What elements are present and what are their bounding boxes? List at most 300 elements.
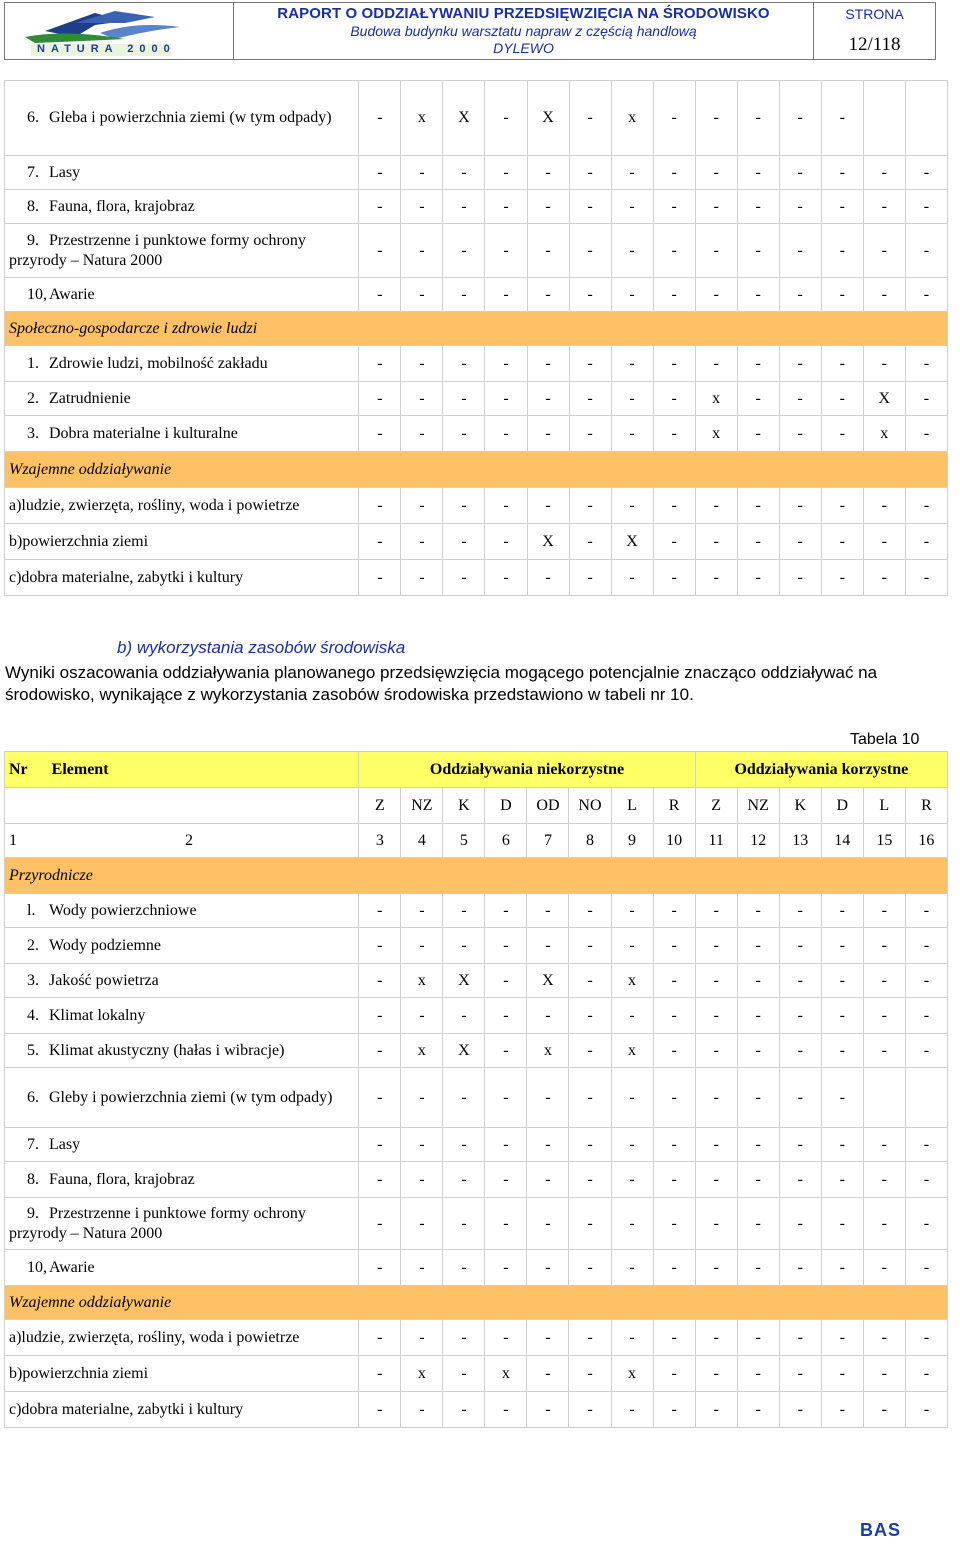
table-cell: - xyxy=(527,1128,569,1162)
row-text: Dobra materialne i kulturalne xyxy=(49,424,238,442)
table-row xyxy=(5,1034,948,1068)
row-text: Gleby i powierzchnia ziemi (w tym odpady) xyxy=(49,1088,333,1106)
table-cell: - xyxy=(695,1068,737,1128)
number-cell: 4 xyxy=(401,824,443,858)
row-label xyxy=(5,224,359,278)
row-text: Zatrudnienie xyxy=(49,389,131,407)
table-cell: - xyxy=(653,1162,695,1198)
table-cell: - xyxy=(905,524,947,560)
table-cell: - xyxy=(695,156,737,190)
number-cell: 13 xyxy=(779,824,821,858)
table-cell: - xyxy=(527,1250,569,1286)
table-cell: - xyxy=(611,1320,653,1356)
table-row xyxy=(5,81,948,156)
page-number-block xyxy=(814,2,936,60)
table-cell: - xyxy=(401,190,443,224)
row-text: Gleba i powierzchnia ziemi (w tym odpady) xyxy=(49,109,332,126)
row-text: Jakość powietrza xyxy=(49,971,159,989)
table-cell: - xyxy=(905,488,947,524)
table-cell: - xyxy=(695,1392,737,1428)
table-cell: - xyxy=(611,278,653,312)
table-cell: - xyxy=(821,488,863,524)
table-cell: - xyxy=(863,156,905,190)
table-cell: - xyxy=(443,1356,485,1392)
table-cell: - xyxy=(527,928,569,964)
table-cell: - xyxy=(653,894,695,928)
code-cell: D xyxy=(821,788,863,824)
table-cell: - xyxy=(569,190,611,224)
table-cell: - xyxy=(863,560,905,596)
row-label xyxy=(5,928,359,964)
table-row xyxy=(5,382,948,416)
row-number: 3. xyxy=(27,424,39,442)
table-cell: - xyxy=(569,964,611,998)
table-cell: x xyxy=(401,964,443,998)
table-cell: - xyxy=(821,1356,863,1392)
table-cell: - xyxy=(695,560,737,596)
row-number: l. xyxy=(27,901,36,919)
table-cell: - xyxy=(905,894,947,928)
table-cell: - xyxy=(821,81,863,156)
row-label xyxy=(5,1068,359,1128)
table-cell: - xyxy=(821,1034,863,1068)
table-cell: - xyxy=(569,1162,611,1198)
table-cell: - xyxy=(695,224,737,278)
row-text: Fauna, flora, krajobraz xyxy=(49,197,195,215)
table-cell: - xyxy=(653,560,695,596)
table-cell: - xyxy=(653,278,695,312)
table-cell: - xyxy=(737,416,779,452)
code-cell: Z xyxy=(695,788,737,824)
page-header xyxy=(4,2,936,60)
code-cell: Z xyxy=(359,788,401,824)
table-cell: - xyxy=(359,1034,401,1068)
table-cell xyxy=(905,81,947,156)
table-cell: - xyxy=(569,156,611,190)
table-cell: - xyxy=(905,382,947,416)
section-title: b) wykorzystania zasobów środowiska xyxy=(117,638,406,657)
table-cell: - xyxy=(485,1068,527,1128)
table-cell: - xyxy=(611,998,653,1034)
table-cell: - xyxy=(863,346,905,382)
header-row xyxy=(5,752,948,788)
table-cell: - xyxy=(611,346,653,382)
code-cell: NZ xyxy=(737,788,779,824)
table-cell: - xyxy=(401,1392,443,1428)
table-cell: - xyxy=(359,1392,401,1428)
row-text: b)powierzchnia ziemi xyxy=(9,532,149,550)
table-row xyxy=(5,928,948,964)
table-cell: - xyxy=(401,998,443,1034)
row-number: 7. xyxy=(27,1135,39,1153)
table-cell: - xyxy=(527,894,569,928)
page-number: 12/118 xyxy=(848,34,901,55)
table-row xyxy=(5,524,948,560)
table-cell: - xyxy=(821,1250,863,1286)
table-cell: - xyxy=(737,1320,779,1356)
header-positive: Oddziaływania korzystne xyxy=(695,752,947,788)
table-cell: - xyxy=(863,278,905,312)
number-cell: 12 xyxy=(737,824,779,858)
table-cell: - xyxy=(443,524,485,560)
table-cell: - xyxy=(401,1198,443,1250)
table-row xyxy=(5,416,948,452)
table-cell: - xyxy=(821,560,863,596)
table-cell: - xyxy=(779,1162,821,1198)
table-cell: - xyxy=(905,1162,947,1198)
codes-row xyxy=(5,788,948,824)
table-cell xyxy=(863,81,905,156)
table-cell: - xyxy=(359,488,401,524)
table-cell: - xyxy=(653,1356,695,1392)
table-cell: - xyxy=(863,1034,905,1068)
table-cell: - xyxy=(401,224,443,278)
table-cell: - xyxy=(779,382,821,416)
section-label: Społeczno-gospodarcze i zdrowie ludzi xyxy=(5,312,948,346)
code-cell: NZ xyxy=(401,788,443,824)
table-cell: - xyxy=(401,560,443,596)
table-cell: X xyxy=(527,81,569,156)
table-cell: - xyxy=(737,156,779,190)
row-number: 3. xyxy=(27,971,39,989)
table-cell: - xyxy=(779,1128,821,1162)
table-cell: - xyxy=(695,1198,737,1250)
table-cell: - xyxy=(737,964,779,998)
row-text: Lasy xyxy=(49,163,81,181)
row-text: Awarie xyxy=(49,285,95,303)
table-cell: - xyxy=(653,1198,695,1250)
table-cell: - xyxy=(569,224,611,278)
section-row xyxy=(5,1286,948,1320)
table-cell: - xyxy=(569,524,611,560)
resource-use-table xyxy=(4,751,948,1428)
row-text: Klimat lokalny xyxy=(49,1006,146,1024)
table-cell: - xyxy=(737,894,779,928)
table-cell: - xyxy=(485,1198,527,1250)
row-number: 6. xyxy=(27,1088,39,1106)
table-cell: - xyxy=(905,560,947,596)
table-cell: - xyxy=(905,156,947,190)
row-label xyxy=(5,81,359,156)
table-cell: - xyxy=(611,1392,653,1428)
table-row xyxy=(5,964,948,998)
table-cell: - xyxy=(485,928,527,964)
table-cell: - xyxy=(485,346,527,382)
table-cell: - xyxy=(443,416,485,452)
table-cell: X xyxy=(443,81,485,156)
table-cell: x xyxy=(611,1356,653,1392)
table-cell: - xyxy=(695,928,737,964)
table-cell: - xyxy=(737,1162,779,1198)
table-cell: - xyxy=(359,382,401,416)
table-cell: - xyxy=(653,964,695,998)
table-cell: - xyxy=(401,278,443,312)
table-cell: - xyxy=(359,560,401,596)
table-cell: - xyxy=(695,190,737,224)
table-cell: - xyxy=(905,224,947,278)
table-cell: - xyxy=(443,190,485,224)
table-cell: - xyxy=(863,1162,905,1198)
table-cell: - xyxy=(653,1392,695,1428)
table-cell: X xyxy=(443,964,485,998)
table-cell: - xyxy=(569,81,611,156)
table-cell: - xyxy=(905,416,947,452)
header-element: Element xyxy=(51,760,109,778)
table-cell: - xyxy=(695,1034,737,1068)
table-cell: - xyxy=(485,488,527,524)
table-cell: - xyxy=(821,964,863,998)
table-cell: - xyxy=(401,1128,443,1162)
table-cell: - xyxy=(653,382,695,416)
table-cell: - xyxy=(821,346,863,382)
row-label xyxy=(5,1128,359,1162)
table-cell: x xyxy=(611,964,653,998)
table-cell: - xyxy=(485,1034,527,1068)
table-cell: - xyxy=(695,1162,737,1198)
table-cell: - xyxy=(821,1320,863,1356)
table-cell: - xyxy=(737,278,779,312)
table-cell: - xyxy=(653,1320,695,1356)
table-cell: - xyxy=(359,156,401,190)
table-cell: - xyxy=(695,1320,737,1356)
code-cell: L xyxy=(863,788,905,824)
row-text: b)powierzchnia ziemi xyxy=(9,1364,149,1382)
table-cell: - xyxy=(443,156,485,190)
table-cell: - xyxy=(863,190,905,224)
table-cell: - xyxy=(653,81,695,156)
table-cell: - xyxy=(863,1250,905,1286)
table-cell: - xyxy=(779,1198,821,1250)
table-cell xyxy=(905,1068,947,1128)
number-cell: 16 xyxy=(905,824,947,858)
table-cell: - xyxy=(401,1068,443,1128)
logo-text: NATURA 2000 xyxy=(37,43,176,55)
table-cell: - xyxy=(359,346,401,382)
table-cell: - xyxy=(359,278,401,312)
table-cell: - xyxy=(737,1392,779,1428)
table-cell: - xyxy=(569,894,611,928)
table-cell: - xyxy=(695,1250,737,1286)
table-cell: - xyxy=(779,998,821,1034)
table-cell: - xyxy=(863,998,905,1034)
table-cell: - xyxy=(905,1320,947,1356)
table-cell: - xyxy=(653,1250,695,1286)
table-cell: - xyxy=(779,1068,821,1128)
table-cell: - xyxy=(443,346,485,382)
table-cell: - xyxy=(737,190,779,224)
table-cell: - xyxy=(611,190,653,224)
table-cell: - xyxy=(485,278,527,312)
table-cell: - xyxy=(485,224,527,278)
table-cell: - xyxy=(905,1392,947,1428)
table-cell: - xyxy=(359,1162,401,1198)
row-label xyxy=(5,382,359,416)
table-cell: - xyxy=(653,1128,695,1162)
row-number: 8. xyxy=(27,197,39,215)
section-row xyxy=(5,452,948,488)
number-cell: 11 xyxy=(695,824,737,858)
section-row xyxy=(5,858,948,894)
table-row xyxy=(5,156,948,190)
page-label: STRONA xyxy=(845,6,904,22)
table-cell: - xyxy=(653,998,695,1034)
table-cell: - xyxy=(653,224,695,278)
table-cell: - xyxy=(821,416,863,452)
table-cell xyxy=(863,1068,905,1128)
table-cell: - xyxy=(863,1198,905,1250)
table-cell: - xyxy=(443,928,485,964)
row-text: Fauna, flora, krajobraz xyxy=(49,1170,195,1188)
table-cell: - xyxy=(821,382,863,416)
row-text: Wody powierzchniowe xyxy=(49,901,197,919)
table-cell: - xyxy=(779,156,821,190)
table-cell: - xyxy=(443,1128,485,1162)
table-cell: - xyxy=(569,1320,611,1356)
code-cell: K xyxy=(779,788,821,824)
table-cell: - xyxy=(443,278,485,312)
table-cell: - xyxy=(569,416,611,452)
table-cell: - xyxy=(821,524,863,560)
row-label xyxy=(5,524,359,560)
number-cell: 14 xyxy=(821,824,863,858)
row-text: Lasy xyxy=(49,1135,81,1153)
table-cell: - xyxy=(569,1356,611,1392)
table-row xyxy=(5,1128,948,1162)
row-label xyxy=(5,894,359,928)
row-text: Klimat akustyczny (hałas i wibracje) xyxy=(49,1041,285,1059)
table-cell: X xyxy=(611,524,653,560)
table-row xyxy=(5,998,948,1034)
table-cell: - xyxy=(863,1392,905,1428)
section-label: Przyrodnicze xyxy=(5,858,948,894)
table-cell: - xyxy=(695,488,737,524)
table-cell: - xyxy=(821,1068,863,1128)
table-cell: - xyxy=(485,894,527,928)
row-label xyxy=(5,488,359,524)
table-row xyxy=(5,560,948,596)
table-cell: - xyxy=(401,382,443,416)
table-cell: - xyxy=(485,156,527,190)
report-title: RAPORT O ODDZIAŁYWANIU PRZEDSIĘWZIĘCIA NA ŚRODOWISKO xyxy=(277,5,770,22)
table-cell: - xyxy=(695,1356,737,1392)
table-cell: x xyxy=(401,1356,443,1392)
table-cell: - xyxy=(779,488,821,524)
table-cell: x xyxy=(611,81,653,156)
table-cell: - xyxy=(821,928,863,964)
table-cell: - xyxy=(737,1198,779,1250)
table-cell: - xyxy=(737,928,779,964)
table-cell: - xyxy=(359,1128,401,1162)
table-cell: - xyxy=(653,190,695,224)
table-cell: - xyxy=(737,1356,779,1392)
report-subtitle: Budowa budynku warsztatu napraw z częścią handlową xyxy=(350,23,697,39)
table-cell: - xyxy=(359,416,401,452)
table-cell: - xyxy=(527,1320,569,1356)
table-cell: x xyxy=(527,1034,569,1068)
table-cell: - xyxy=(569,488,611,524)
table-cell: X xyxy=(527,964,569,998)
table-cell: - xyxy=(821,1392,863,1428)
numbers-first xyxy=(5,824,359,858)
section-label: Wzajemne oddziaływanie xyxy=(5,452,948,488)
table-cell: - xyxy=(737,1128,779,1162)
table-cell: - xyxy=(905,1128,947,1162)
table-cell: - xyxy=(905,1198,947,1250)
row-text: Przestrzenne i punktowe formy ochrony przyrody – Natura 2000 xyxy=(9,1204,306,1242)
table-cell: - xyxy=(779,81,821,156)
row-number: 5. xyxy=(27,1041,39,1059)
code-cell: R xyxy=(905,788,947,824)
table-cell: - xyxy=(527,156,569,190)
row-number: 10, xyxy=(27,285,47,303)
table-cell: - xyxy=(821,1198,863,1250)
table-cell: X xyxy=(863,382,905,416)
table-cell: - xyxy=(569,346,611,382)
table-cell: x xyxy=(401,81,443,156)
row-number: 9. xyxy=(27,231,39,249)
table-cell: - xyxy=(401,416,443,452)
header-nr: Nr xyxy=(9,760,28,778)
table-row xyxy=(5,1198,948,1250)
number-cell: 5 xyxy=(443,824,485,858)
table-cell: - xyxy=(443,1392,485,1428)
table-cell: - xyxy=(611,382,653,416)
table-cell: - xyxy=(485,382,527,416)
table-cell: - xyxy=(443,382,485,416)
table-cell: - xyxy=(569,1392,611,1428)
table-cell: - xyxy=(779,964,821,998)
table-cell: - xyxy=(401,524,443,560)
table-cell: - xyxy=(863,488,905,524)
number-cell: 7 xyxy=(527,824,569,858)
table-cell: - xyxy=(611,1068,653,1128)
table-cell: - xyxy=(653,488,695,524)
row-label xyxy=(5,190,359,224)
row-text: Wody podziemne xyxy=(49,936,162,954)
table-cell: - xyxy=(695,1128,737,1162)
table-cell: x xyxy=(401,1034,443,1068)
table-row xyxy=(5,190,948,224)
table-cell: - xyxy=(779,524,821,560)
table-cell: - xyxy=(779,928,821,964)
table-cell: - xyxy=(905,998,947,1034)
table-cell: - xyxy=(359,81,401,156)
table-cell: x xyxy=(695,416,737,452)
table-row xyxy=(5,278,948,312)
table-cell: x xyxy=(485,1356,527,1392)
table-cell: - xyxy=(695,278,737,312)
table-cell: - xyxy=(611,1162,653,1198)
row-text: Zdrowie ludzi, mobilność zakładu xyxy=(49,354,268,372)
code-cell: OD xyxy=(527,788,569,824)
row-number: 10, xyxy=(27,1258,47,1276)
numbers-row xyxy=(5,824,948,858)
table-cell: x xyxy=(863,416,905,452)
table-cell: - xyxy=(401,156,443,190)
report-location: DYLEWO xyxy=(493,40,554,56)
row-number: 9. xyxy=(27,1204,39,1222)
table-cell: - xyxy=(527,488,569,524)
table-cell: - xyxy=(359,894,401,928)
table-cell: - xyxy=(737,488,779,524)
code-cell: R xyxy=(653,788,695,824)
row-label xyxy=(5,560,359,596)
table-cell: - xyxy=(695,894,737,928)
row-label xyxy=(5,1198,359,1250)
table-cell: - xyxy=(485,560,527,596)
number-cell: 10 xyxy=(653,824,695,858)
code-cell: L xyxy=(611,788,653,824)
